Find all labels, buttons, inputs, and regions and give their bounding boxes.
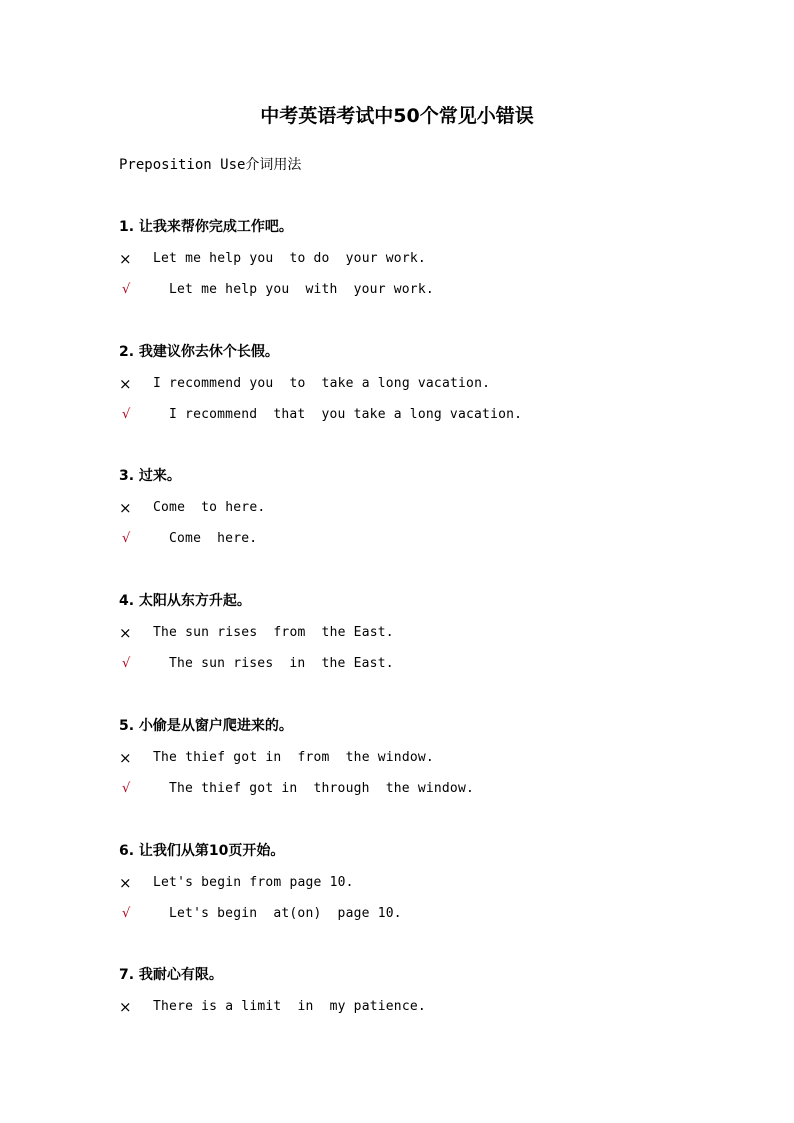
item-question: 1. 让我来帮你完成工作吧。 bbox=[119, 219, 293, 235]
cross-icon: × bbox=[119, 749, 132, 767]
right-sentence: I recommend that you take a long vacation. bbox=[169, 407, 523, 422]
item-question: 2. 我建议你去休个长假。 bbox=[119, 344, 279, 360]
cross-icon: × bbox=[119, 499, 132, 517]
right-line bbox=[119, 528, 679, 550]
item-question: 7. 我耐心有限。 bbox=[119, 967, 223, 983]
wrong-line bbox=[119, 497, 679, 519]
right-line bbox=[119, 778, 679, 800]
cross-icon: × bbox=[119, 375, 132, 393]
wrong-sentence: There is a limit in my patience. bbox=[153, 999, 426, 1014]
item-question: 3. 过来。 bbox=[119, 468, 181, 484]
check-icon: √ bbox=[122, 407, 131, 422]
document-title: 中考英语考试中50个常见小错误 bbox=[260, 105, 534, 127]
item-question: 6. 让我们从第10页开始。 bbox=[119, 843, 285, 859]
wrong-line bbox=[119, 622, 679, 644]
item-question: 5. 小偷是从窗户爬进来的。 bbox=[119, 718, 293, 734]
check-icon: √ bbox=[122, 282, 131, 297]
cross-icon: × bbox=[119, 874, 132, 892]
wrong-sentence: The sun rises from the East. bbox=[153, 625, 394, 640]
wrong-line bbox=[119, 996, 679, 1018]
check-icon: √ bbox=[122, 656, 131, 671]
cross-icon: × bbox=[119, 624, 132, 642]
wrong-line bbox=[119, 872, 679, 894]
wrong-line bbox=[119, 373, 679, 395]
right-line bbox=[119, 903, 679, 925]
right-line bbox=[119, 653, 679, 675]
wrong-line bbox=[119, 248, 679, 270]
wrong-sentence: Let's begin from page 10. bbox=[153, 875, 354, 890]
right-sentence: The thief got in through the window. bbox=[169, 781, 475, 796]
check-icon: √ bbox=[122, 531, 131, 546]
cross-icon: × bbox=[119, 250, 132, 268]
right-sentence: Let me help you with your work. bbox=[169, 282, 434, 297]
right-line bbox=[119, 404, 679, 426]
cross-icon: × bbox=[119, 998, 132, 1016]
wrong-sentence: I recommend you to take a long vacation. bbox=[153, 376, 491, 391]
right-line bbox=[119, 279, 679, 301]
item-question: 4. 太阳从东方升起。 bbox=[119, 593, 251, 609]
wrong-sentence: The thief got in from the window. bbox=[153, 750, 434, 765]
wrong-sentence: Let me help you to do your work. bbox=[153, 251, 426, 266]
right-sentence: Let's begin at(on) page 10. bbox=[169, 906, 402, 921]
right-sentence: The sun rises in the East. bbox=[169, 656, 394, 671]
check-icon: √ bbox=[122, 781, 131, 796]
wrong-sentence: Come to here. bbox=[153, 500, 266, 515]
section-subtitle: Preposition Use介词用法 bbox=[119, 157, 302, 173]
right-sentence: Come here. bbox=[169, 531, 258, 546]
wrong-line bbox=[119, 747, 679, 769]
check-icon: √ bbox=[122, 906, 131, 921]
